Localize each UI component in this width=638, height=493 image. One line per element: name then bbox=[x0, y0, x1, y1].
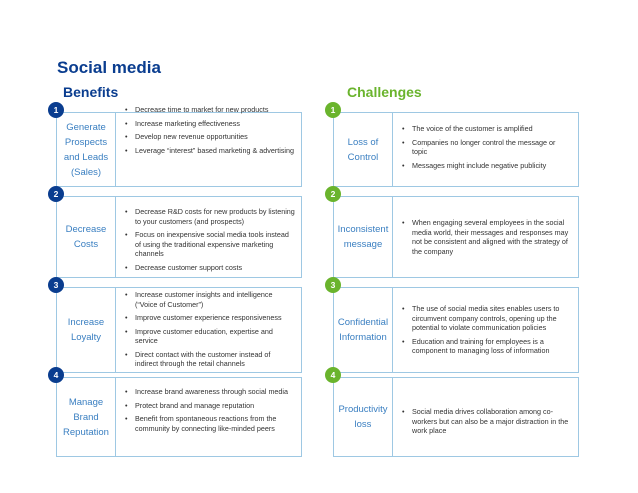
challenges-bullet-list bbox=[402, 218, 572, 260]
challenges-number-badge: 4 bbox=[325, 367, 341, 383]
challenges-card-2 bbox=[333, 196, 579, 278]
bullet-item: • Benefit from spontaneous reactions from the community by connecting like-minded peers bbox=[125, 414, 295, 433]
bullet-item: • Develop new revenue opportunities bbox=[125, 132, 295, 142]
bullet-item: • Decrease customer support costs bbox=[125, 263, 295, 273]
challenges-heading: Challenges bbox=[347, 84, 422, 100]
benefits-bullet-list bbox=[125, 387, 295, 437]
challenges-card-4 bbox=[333, 377, 579, 457]
bullet-item: • Protect brand and manage reputation bbox=[125, 401, 295, 411]
benefits-card-2 bbox=[56, 196, 302, 278]
benefits-bullet-list bbox=[125, 290, 295, 373]
bullet-item: • The use of social media sites enables users to circumvent company controls, opening up the potential to violate communication policies bbox=[402, 304, 572, 333]
card-divider bbox=[392, 288, 393, 372]
benefits-category-cell bbox=[57, 288, 115, 372]
challenges-number-badge: 2 bbox=[325, 186, 341, 202]
benefits-number-badge: 4 bbox=[48, 367, 64, 383]
card-divider bbox=[115, 288, 116, 372]
benefits-category-label: Generate Prospects and Leads (Sales) bbox=[63, 121, 109, 178]
benefits-category-cell bbox=[57, 113, 115, 186]
bullet-item: • Increase marketing effectiveness bbox=[125, 119, 295, 129]
benefits-category-label: Decrease Costs bbox=[65, 224, 107, 250]
benefits-category-label: Increase Loyalty bbox=[67, 317, 105, 343]
challenges-number-badge: 3 bbox=[325, 277, 341, 293]
bullet-item: • The voice of the customer is amplified bbox=[402, 124, 572, 134]
benefits-category-cell bbox=[57, 197, 115, 277]
card-divider bbox=[115, 197, 116, 277]
benefits-category-cell bbox=[57, 378, 115, 456]
challenges-number-badge: 1 bbox=[325, 102, 341, 118]
challenges-category-cell bbox=[334, 197, 392, 277]
challenges-category-cell bbox=[334, 378, 392, 456]
benefits-number-badge: 1 bbox=[48, 102, 64, 118]
bullet-item: • Companies no longer control the message or topic bbox=[402, 138, 572, 157]
bullet-item: • Decrease time to market for new products bbox=[125, 105, 295, 115]
bullet-item: • When engaging several employees in the social media world, their messages and responses may not be consistent and aligned with the strategy of the company bbox=[402, 218, 572, 256]
challenges-bullet-list bbox=[402, 407, 572, 440]
challenges-bullet-list bbox=[402, 304, 572, 360]
card-divider bbox=[115, 378, 116, 456]
bullet-item: • Improve customer education, expertise and service bbox=[125, 327, 295, 346]
challenges-category-cell bbox=[334, 113, 392, 186]
benefits-card-3 bbox=[56, 287, 302, 373]
challenges-category-label: Confidential Information bbox=[337, 317, 389, 343]
card-divider bbox=[392, 113, 393, 186]
bullet-item: • Increase brand awareness through social media bbox=[125, 387, 295, 397]
card-divider bbox=[392, 378, 393, 456]
benefits-card-4 bbox=[56, 377, 302, 457]
card-divider bbox=[392, 197, 393, 277]
bullet-item: • Focus on inexpensive social media tools instead of using the traditional expensive marketing channels bbox=[125, 230, 295, 259]
challenges-category-cell bbox=[334, 288, 392, 372]
bullet-item: • Social media drives collaboration among co-workers but can also be a major distraction in the work place bbox=[402, 407, 572, 436]
bullet-item: • Direct contact with the customer instead of indirect through the retail channels bbox=[125, 350, 295, 369]
benefits-bullet-list bbox=[125, 207, 295, 276]
challenges-category-label: Productivity loss bbox=[338, 404, 388, 430]
challenges-category-label: Loss of Control bbox=[347, 136, 379, 163]
challenges-category-label: Inconsistent message bbox=[337, 224, 389, 250]
benefits-heading: Benefits bbox=[63, 84, 119, 100]
bullet-item: • Messages might include negative publicity bbox=[402, 161, 572, 171]
benefits-bullet-list bbox=[125, 105, 295, 159]
benefits-category-label: Manage Brand Reputation bbox=[63, 396, 109, 438]
card-divider bbox=[115, 113, 116, 186]
benefits-card-1 bbox=[56, 105, 302, 187]
challenges-bullet-list bbox=[402, 124, 572, 174]
challenges-card-3 bbox=[333, 287, 579, 373]
benefits-number-badge: 3 bbox=[48, 277, 64, 293]
benefits-number-badge: 2 bbox=[48, 186, 64, 202]
bullet-item: • Education and training for employees is a component to managing loss of information bbox=[402, 337, 572, 356]
bullet-item: • Increase customer insights and intelligence (“Voice of Customer”) bbox=[125, 290, 295, 309]
page-title: Social media bbox=[57, 58, 161, 77]
bullet-item: • Leverage “interest” based marketing & advertising bbox=[125, 146, 295, 156]
challenges-card-1 bbox=[333, 112, 579, 187]
bullet-item: • Decrease R&D costs for new products by listening to your customers (and prospects) bbox=[125, 207, 295, 226]
bullet-item: • Improve customer experience responsiveness bbox=[125, 313, 295, 323]
